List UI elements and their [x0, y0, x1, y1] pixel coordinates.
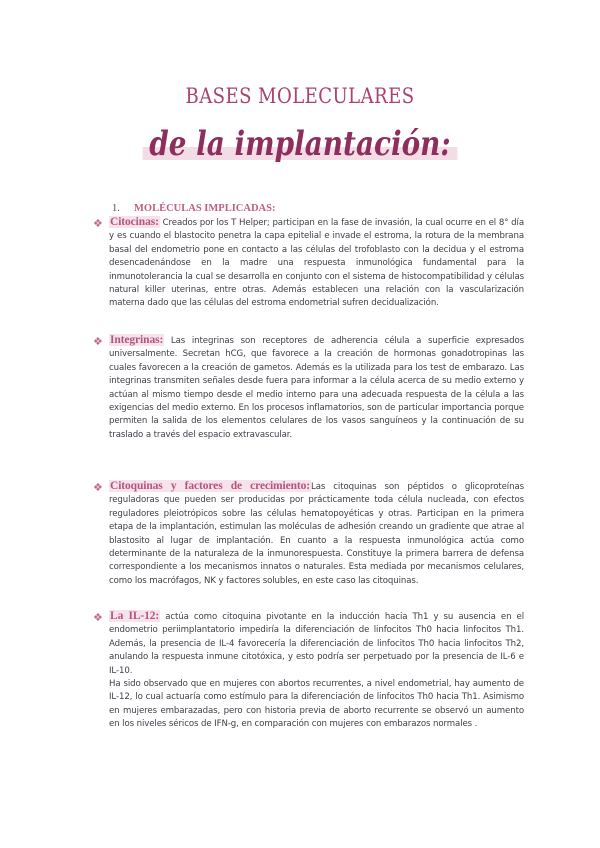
section-number: 1.: [112, 203, 120, 214]
paragraph-citoquinas: [84, 480, 524, 588]
term-il12: La IL-12:: [110, 610, 160, 622]
text-citoquinas: Las citoquinas son péptidos o glicoproteínas reguladoras que pueden ser producidas por prácticamente toda célula nucleada, con efectos reguladores pleiotrópicos sobre las células hematopoyéticas y otras. Participan en la primera etapa de la implantación, estimulan las moléculas de adhesión creando un gradiente que atrae al blastosito al lugar de implantación. En cuanto a la respuesta inmunológica actúa como determinante de la naturaleza de la inmunorespuesta. Constituye la primera barrera de defensa correspondiente a los mecanismos innatos o naturales. Esta mediada por mecanismos celulares, como los macrófagos, NK y factores solubles, en este caso las citoquinas.: [109, 482, 524, 586]
title-line-1: BASES MOLECULARES: [185, 84, 415, 108]
text-il12: actúa como citoquina pivotante en la inducción hacia Th1 y su ausencia en el endometrio periimplantatorio impediría la diferenciación de linfocitos Th0 hacia linfocitos Th1. Además, la presencia de IL-4 favorecería la diferenciación de linfocitos Th0 hacia linfocitos Th2, anulando la respuesta inmune citotóxica, y esto podría ser perpetuado por la presencia de IL-6 e IL-10.: [109, 612, 524, 676]
term-citocinas: Citocinas:: [110, 216, 159, 228]
text-citocinas: Creados por los T Helper; participan en la fase de invasión, la cual ocurre en el 8° día y es cuando el blastocito penetra la capa epitelial e invade el estroma, la rotura de la membrana basal del endometrio pone en contacto a las células del trofoblasto con la decidua y el estroma desencadenándose en la madre una respuesta inmunológica fundamental para la inmunotolerancia la cual se desarrolla en conjunto con el sistema de histocompatibilidad y células natural killer uterinas, entre otras. Además establecen una relación con la vascularización materna dado que las células del estroma endometrial sufren decidualización.: [109, 218, 524, 309]
term-integrinas: Integrinas:: [110, 334, 164, 346]
paragraph-citocinas: [84, 216, 524, 311]
diamond-bullet-icon: ❖: [93, 218, 103, 230]
diamond-bullet-icon: ❖: [93, 336, 103, 348]
paragraph-integrinas: [84, 334, 524, 442]
title-line-2-text: de la implantación:: [143, 124, 458, 164]
list-item-il12: [84, 610, 524, 732]
text-integrinas: Las integrinas son receptores de adherencia célula a superficie expresados universalmente. Secretan hCG, que favorece a la creación de hormonas gonadotropinas las cuales favorecen a la creación de gametos. Además es la utilizada para los test de embarazo. Las integrinas transmiten señales desde fuera para informar a la célula acerca de su medio externo y actúan al mismo tiempo desde el medio interno para una adecuada respuesta de la célula a las exigencias del medio externo. En los procesos inflamatorios, son de particular importancia porque permiten la salida de los elementos celulares de los vasos sanguíneos y la continuación de su traslado a través del espacio extravascular.: [109, 336, 524, 440]
paragraph-il12: [84, 610, 524, 732]
list-item-citocinas: [84, 216, 524, 311]
diamond-bullet-icon: ❖: [93, 482, 103, 494]
diamond-bullet-icon: ❖: [93, 612, 103, 624]
text-il12-continued: Ha sido observado que en mujeres con abortos recurrentes, a nivel endometrial, hay aumento de IL-12, lo cual actuaría como estímulo para la diferenciación de linfocitos Th0 hacia Th1. Asimismo en mujeres embarazadas, pero con historia previa de aborto recurrente se observó un aumento en los niveles séricos de IFN-g, en comparación con mujeres con embarazos normales .: [109, 679, 524, 730]
term-citoquinas: Citoquinas y factores de crecimiento:: [110, 480, 311, 492]
title-line-2: [54, 124, 546, 164]
section-heading: [112, 203, 275, 214]
list-item-citoquinas: [84, 480, 524, 588]
section-heading-text: MOLÉCULAS IMPLICADAS:: [134, 203, 276, 214]
list-item-integrinas: [84, 334, 524, 442]
